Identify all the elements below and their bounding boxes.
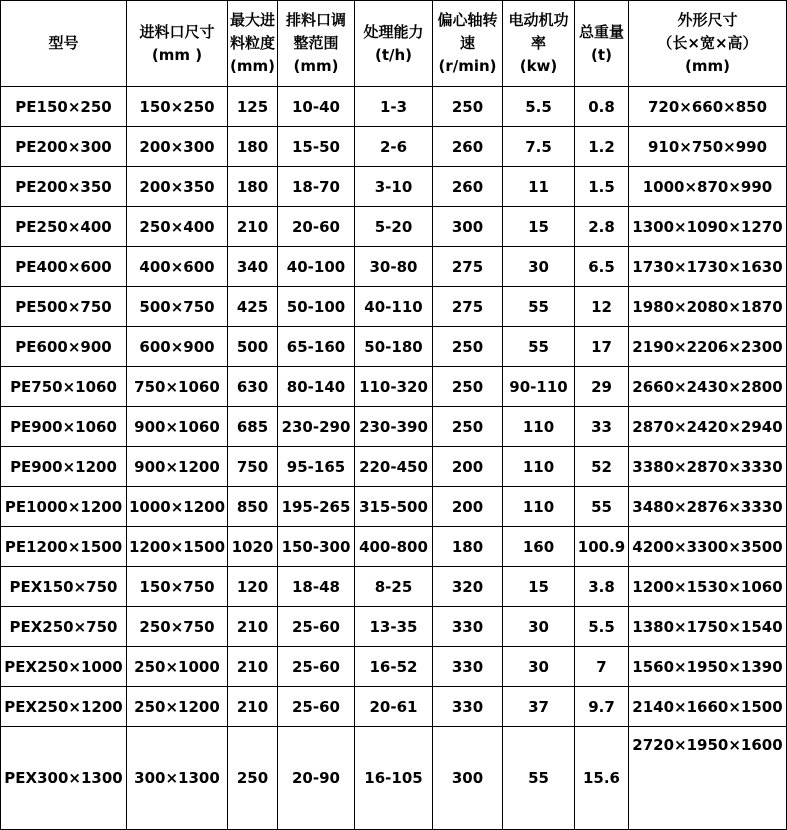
table-row	[1, 607, 787, 647]
max-feed-size-cell: 180	[228, 127, 278, 167]
dimensions-cell: 2190×2206×2300	[629, 327, 787, 367]
table-row	[1, 527, 787, 567]
feed-opening-cell: 150×250	[127, 87, 228, 127]
capacity-cell: 40-110	[355, 287, 433, 327]
feed-opening-cell: 250×400	[127, 207, 228, 247]
header-line: 总重量	[578, 22, 624, 41]
discharge-range-cell: 18-48	[278, 567, 355, 607]
table-row	[1, 327, 787, 367]
header-line: 最大进	[229, 11, 275, 29]
motor-power-cell: 55	[503, 727, 575, 830]
header-line: (kw)	[519, 57, 558, 75]
dimensions-cell: 2720×1950×1600	[629, 727, 787, 830]
header-row	[1, 1, 787, 87]
weight-cell: 29	[575, 367, 629, 407]
feed-opening-cell: 750×1060	[127, 367, 228, 407]
shaft-speed-cell: 330	[433, 647, 503, 687]
motor-power-cell: 15	[503, 567, 575, 607]
discharge-range-cell: 15-50	[278, 127, 355, 167]
header-line: (t/h)	[374, 45, 413, 64]
shaft-speed-cell: 250	[433, 367, 503, 407]
table-row	[1, 407, 787, 447]
max-feed-size-cell: 1020	[228, 527, 278, 567]
weight-cell: 100.9	[575, 527, 629, 567]
discharge-range-cell: 25-60	[278, 647, 355, 687]
capacity-cell: 1-3	[355, 87, 433, 127]
discharge-range-cell: 65-160	[278, 327, 355, 367]
table-body	[1, 87, 787, 830]
header-line: 排料口调	[285, 11, 346, 29]
motor-power-cell: 30	[503, 247, 575, 287]
capacity-cell: 3-10	[355, 167, 433, 207]
weight-cell: 1.5	[575, 167, 629, 207]
capacity-cell: 2-6	[355, 127, 433, 167]
dimensions-cell: 4200×3300×3500	[629, 527, 787, 567]
weight-cell: 12	[575, 287, 629, 327]
weight-cell: 52	[575, 447, 629, 487]
feed-opening-cell: 1200×1500	[127, 527, 228, 567]
dimensions-cell: 2140×1660×1500	[629, 687, 787, 727]
model-cell: PEX150×750	[1, 567, 127, 607]
dimensions-cell: 1730×1730×1630	[629, 247, 787, 287]
dimensions-cell: 2870×2420×2940	[629, 407, 787, 447]
header-line: 电动机功	[508, 11, 569, 29]
max-feed-size-cell: 210	[228, 687, 278, 727]
feed-opening-cell: 250×750	[127, 607, 228, 647]
weight-cell: 3.8	[575, 567, 629, 607]
shaft-speed-cell: 260	[433, 167, 503, 207]
weight-cell: 9.7	[575, 687, 629, 727]
header-line: 进料口尺寸	[139, 22, 215, 41]
max-feed-size-cell: 340	[228, 247, 278, 287]
max-feed-size-cell: 630	[228, 367, 278, 407]
shaft-speed-cell: 330	[433, 607, 503, 647]
feed-opening-cell: 400×600	[127, 247, 228, 287]
discharge-range-cell: 18-70	[278, 167, 355, 207]
table-row	[1, 247, 787, 287]
discharge-range-cell: 20-60	[278, 207, 355, 247]
capacity-cell: 16-52	[355, 647, 433, 687]
table-row	[1, 567, 787, 607]
shaft-speed-cell: 275	[433, 247, 503, 287]
motor-power-cell: 55	[503, 327, 575, 367]
shaft-speed-cell: 330	[433, 687, 503, 727]
shaft-speed-cell: 260	[433, 127, 503, 167]
header-line: (mm)	[230, 57, 275, 75]
table-row	[1, 127, 787, 167]
feed-opening-cell: 300×1300	[127, 727, 228, 830]
weight-cell: 15.6	[575, 727, 629, 830]
model-cell: PEX250×750	[1, 607, 127, 647]
table-row	[1, 207, 787, 247]
model-cell: PE150×250	[1, 87, 127, 127]
header-line: (t)	[591, 45, 612, 64]
weight-cell: 1.2	[575, 127, 629, 167]
dimensions-cell: 3480×2876×3330	[629, 487, 787, 527]
capacity-cell: 16-105	[355, 727, 433, 830]
capacity-cell: 8-25	[355, 567, 433, 607]
table-row	[1, 367, 787, 407]
header-feed-opening	[127, 1, 228, 87]
max-feed-size-cell: 210	[228, 607, 278, 647]
table-header	[1, 1, 787, 87]
table-row	[1, 447, 787, 487]
capacity-cell: 230-390	[355, 407, 433, 447]
feed-opening-cell: 900×1060	[127, 407, 228, 447]
model-cell: PEX250×1000	[1, 647, 127, 687]
weight-cell: 0.8	[575, 87, 629, 127]
header-capacity	[355, 1, 433, 87]
feed-opening-cell: 600×900	[127, 327, 228, 367]
dimensions-cell: 720×660×850	[629, 87, 787, 127]
motor-power-cell: 15	[503, 207, 575, 247]
shaft-speed-cell: 300	[433, 727, 503, 830]
table-row	[1, 167, 787, 207]
model-cell: PE750×1060	[1, 367, 127, 407]
capacity-cell: 110-320	[355, 367, 433, 407]
shaft-speed-cell: 275	[433, 287, 503, 327]
motor-power-cell: 110	[503, 447, 575, 487]
header-line: (r/min)	[438, 57, 497, 75]
motor-power-cell: 37	[503, 687, 575, 727]
model-cell: PE400×600	[1, 247, 127, 287]
feed-opening-cell: 150×750	[127, 567, 228, 607]
model-cell: PE200×300	[1, 127, 127, 167]
shaft-speed-cell: 320	[433, 567, 503, 607]
motor-power-cell: 160	[503, 527, 575, 567]
capacity-cell: 30-80	[355, 247, 433, 287]
motor-power-cell: 11	[503, 167, 575, 207]
max-feed-size-cell: 180	[228, 167, 278, 207]
max-feed-size-cell: 250	[228, 727, 278, 830]
table-row	[1, 487, 787, 527]
discharge-range-cell: 230-290	[278, 407, 355, 447]
header-model	[1, 1, 127, 87]
motor-power-cell: 110	[503, 487, 575, 527]
header-line: 速	[459, 34, 475, 52]
header-line: 率	[530, 34, 546, 52]
capacity-cell: 20-61	[355, 687, 433, 727]
discharge-range-cell: 10-40	[278, 87, 355, 127]
header-line: 型号	[48, 34, 79, 52]
header-weight	[575, 1, 629, 87]
max-feed-size-cell: 425	[228, 287, 278, 327]
model-cell: PE200×350	[1, 167, 127, 207]
header-shaft-speed	[433, 1, 503, 87]
discharge-range-cell: 150-300	[278, 527, 355, 567]
feed-opening-cell: 250×1000	[127, 647, 228, 687]
capacity-cell: 13-35	[355, 607, 433, 647]
dimensions-cell: 3380×2870×3330	[629, 447, 787, 487]
header-discharge-range	[278, 1, 355, 87]
motor-power-cell: 7.5	[503, 127, 575, 167]
capacity-cell: 50-180	[355, 327, 433, 367]
dimensions-cell: 1200×1530×1060	[629, 567, 787, 607]
shaft-speed-cell: 200	[433, 487, 503, 527]
header-dimensions	[629, 1, 787, 87]
capacity-cell: 220-450	[355, 447, 433, 487]
feed-opening-cell: 900×1200	[127, 447, 228, 487]
weight-cell: 5.5	[575, 607, 629, 647]
motor-power-cell: 30	[503, 607, 575, 647]
feed-opening-cell: 250×1200	[127, 687, 228, 727]
max-feed-size-cell: 120	[228, 567, 278, 607]
model-cell: PE1000×1200	[1, 487, 127, 527]
shaft-speed-cell: 200	[433, 447, 503, 487]
table-row	[1, 287, 787, 327]
discharge-range-cell: 95-165	[278, 447, 355, 487]
header-line: 处理能力	[363, 22, 424, 41]
max-feed-size-cell: 125	[228, 87, 278, 127]
dimensions-cell: 1980×2080×1870	[629, 287, 787, 327]
header-line: 偏心轴转	[437, 11, 498, 29]
model-cell: PE1200×1500	[1, 527, 127, 567]
feed-opening-cell: 200×350	[127, 167, 228, 207]
motor-power-cell: 30	[503, 647, 575, 687]
weight-cell: 6.5	[575, 247, 629, 287]
model-cell: PEX250×1200	[1, 687, 127, 727]
header-line: 料粒度	[229, 34, 275, 52]
model-cell: PE900×1200	[1, 447, 127, 487]
max-feed-size-cell: 210	[228, 647, 278, 687]
capacity-cell: 315-500	[355, 487, 433, 527]
discharge-range-cell: 40-100	[278, 247, 355, 287]
weight-cell: 7	[575, 647, 629, 687]
model-cell: PE600×900	[1, 327, 127, 367]
header-line: 外形尺寸	[677, 11, 738, 29]
motor-power-cell: 5.5	[503, 87, 575, 127]
max-feed-size-cell: 210	[228, 207, 278, 247]
max-feed-size-cell: 685	[228, 407, 278, 447]
model-cell: PE250×400	[1, 207, 127, 247]
max-feed-size-cell: 850	[228, 487, 278, 527]
table-row	[1, 87, 787, 127]
model-cell: PEX300×1300	[1, 727, 127, 830]
header-line: (mm)	[685, 57, 730, 75]
discharge-range-cell: 20-90	[278, 727, 355, 830]
shaft-speed-cell: 250	[433, 87, 503, 127]
weight-cell: 2.8	[575, 207, 629, 247]
header-line: (mm )	[151, 45, 203, 64]
header-motor-power	[503, 1, 575, 87]
motor-power-cell: 110	[503, 407, 575, 447]
discharge-range-cell: 25-60	[278, 607, 355, 647]
max-feed-size-cell: 500	[228, 327, 278, 367]
model-cell: PE500×750	[1, 287, 127, 327]
header-line: (mm)	[293, 57, 339, 75]
motor-power-cell: 55	[503, 287, 575, 327]
table-row	[1, 727, 787, 830]
header-max-feed-size	[228, 1, 278, 87]
dimensions-cell: 2660×2430×2800	[629, 367, 787, 407]
motor-power-cell: 90-110	[503, 367, 575, 407]
discharge-range-cell: 195-265	[278, 487, 355, 527]
max-feed-size-cell: 750	[228, 447, 278, 487]
dimensions-cell: 910×750×990	[629, 127, 787, 167]
discharge-range-cell: 80-140	[278, 367, 355, 407]
capacity-cell: 400-800	[355, 527, 433, 567]
model-cell: PE900×1060	[1, 407, 127, 447]
header-line: 整范围	[293, 34, 339, 52]
weight-cell: 17	[575, 327, 629, 367]
feed-opening-cell: 500×750	[127, 287, 228, 327]
weight-cell: 33	[575, 407, 629, 447]
dimensions-cell: 1560×1950×1390	[629, 647, 787, 687]
dimensions-cell: 1300×1090×1270	[629, 207, 787, 247]
shaft-speed-cell: 180	[433, 527, 503, 567]
capacity-cell: 5-20	[355, 207, 433, 247]
feed-opening-cell: 1000×1200	[127, 487, 228, 527]
shaft-speed-cell: 250	[433, 327, 503, 367]
dimensions-cell: 1380×1750×1540	[629, 607, 787, 647]
table-row	[1, 687, 787, 727]
shaft-speed-cell: 250	[433, 407, 503, 447]
header-line: （长×宽×高）	[657, 34, 758, 52]
weight-cell: 55	[575, 487, 629, 527]
dimensions-cell: 1000×870×990	[629, 167, 787, 207]
discharge-range-cell: 50-100	[278, 287, 355, 327]
table-row	[1, 647, 787, 687]
feed-opening-cell: 200×300	[127, 127, 228, 167]
shaft-speed-cell: 300	[433, 207, 503, 247]
discharge-range-cell: 25-60	[278, 687, 355, 727]
